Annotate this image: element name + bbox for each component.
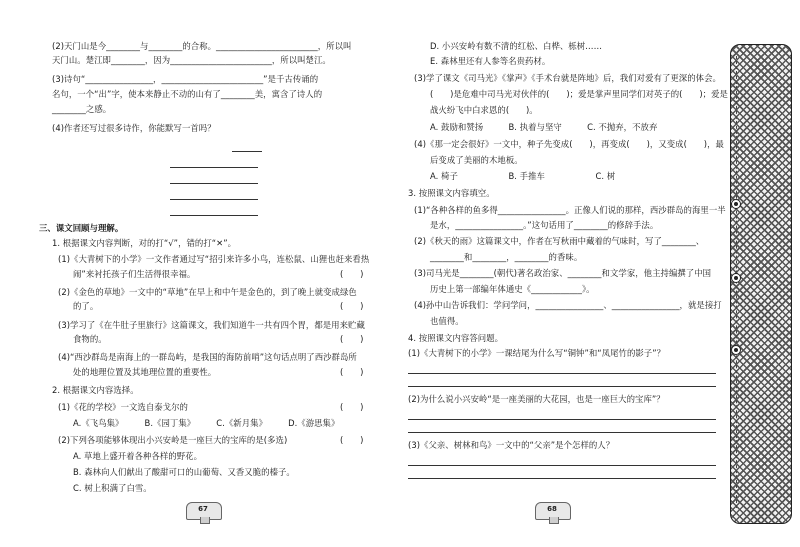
fill-1-line2: 是水，________________。”这句话用了________的修辞手法。	[430, 220, 659, 230]
judge-1-line2: 闹”来衬托孩子们生活得很幸福。	[73, 269, 196, 279]
q4-question: (4)作者还写过很多诗作，你能默写一首吗？	[52, 123, 216, 133]
fill-2-line1: (2)《秋天的雨》这篇课文中，作者在写秋雨中藏着的气味时，写了________、	[414, 236, 705, 246]
judge-4-answer[interactable]: ( )	[340, 367, 364, 377]
choice-3-line2: ( )是危难中司马光对伙伴的( )；爱是掌声里同学们对英子的( )；爱是	[430, 89, 728, 99]
choice-2-answer[interactable]: ( )	[340, 435, 364, 445]
judge-2-line2: 的了。	[73, 301, 99, 311]
item-4-title: 4. 按照课文内容答问题。	[408, 333, 504, 343]
poem-line-4[interactable]	[170, 215, 258, 216]
choice-3-line1: (3)学了课文《司马光》《掌声》《手术台就是阵地》后，我们对爱有了更深的体会。	[414, 73, 721, 83]
fill-3-line2: 历史上第一部编年体通史《____________》。	[430, 284, 595, 294]
choice-4-line1: (4)《那一定会很好》一文中，种子先变成( )，再变成( )，又变成( )，最	[414, 139, 724, 149]
answer-3-line-1[interactable]	[408, 465, 716, 466]
judge-3-answer[interactable]: ( )	[340, 334, 364, 344]
choice-2-option-b: B. 森林向人们献出了酸甜可口的山葡萄、又香又脆的榛子。	[73, 467, 295, 477]
choice-2-question: (2)下列各项能够体现出小兴安岭是一座巨大的宝库的是(多选)	[58, 435, 288, 445]
choice-2-option-c: C. 树上积满了白雪。	[73, 483, 152, 493]
fill-4-line1: (4)孙中山告诉我们：学问学问，________________、________________，就是接打	[414, 300, 722, 310]
choice-1-question: (1)《花的学校》一文选自泰戈尔的	[58, 402, 188, 412]
section-3-heading: 三、课文回顾与理解。	[39, 223, 124, 233]
choice-3-options: A. 鼓励和赞扬 B. 执着与坚守 C. 不抛弃，不放弃	[430, 122, 658, 132]
binding-strip	[730, 44, 792, 524]
left-page	[0, 0, 385, 547]
judge-4-line1: (4)“西沙群岛是南海上的一群岛屿，是我国的海防前哨”这句话点明了西沙群岛所	[58, 352, 357, 362]
judge-2-answer[interactable]: ( )	[340, 301, 364, 311]
poem-title-line[interactable]	[232, 151, 262, 152]
binding-hole-2	[731, 273, 741, 283]
fill-2-line2: ________和________，________的香味。	[430, 252, 583, 262]
item-3-title: 3. 按照课文内容填空。	[408, 188, 495, 198]
choice-1-options: A.《飞鸟集》 B.《园丁集》 C.《新月集》 D.《游思集》	[73, 418, 340, 428]
poem-line-3[interactable]	[170, 199, 258, 200]
q2-line2: 天门山。楚江即________，因为________________________，所以叫楚江。	[52, 55, 331, 65]
fill-3-line1: (3)司马光是________(朝代)著名政治家、________和文学家，他主持编撰了中国	[414, 268, 712, 278]
judge-2-line1: (2)《金色的草地》一文中的“草地”在早上和中午是金色的，到了晚上就变成绿色	[58, 287, 357, 297]
choice-1-answer[interactable]: ( )	[340, 402, 364, 412]
answer-3-question: (3)《父亲、树林和鸟》一文中的“父亲”是个怎样的人？	[408, 440, 615, 450]
q3-line1: (3)诗句“________________，________________________”是千古传诵的	[52, 74, 319, 84]
answer-2-question: (2)为什么说小兴安岭“是一座美丽的大花园，也是一座巨大的宝库”？	[408, 394, 665, 404]
binding-hole-1	[731, 199, 741, 209]
fill-1-line1: (1)“各种各样的鱼多得________________。正像人们说的那样，西沙群岛的海里一半	[414, 205, 726, 215]
answer-2-line-1[interactable]	[408, 419, 716, 420]
judge-1-line1: (1)《大青树下的小学》一文作者通过写“招引来许多小鸟，连松鼠、山狸也赶来看热	[58, 254, 370, 264]
choice-2-option-e: E. 森林里还有人参等名贵药材。	[430, 56, 551, 66]
right-page	[392, 0, 728, 547]
judge-3-line1: (3)学习了《在牛肚子里旅行》这篇课文，我们知道牛一共有四个胃，都是用来贮藏	[58, 320, 365, 330]
answer-1-line-1[interactable]	[408, 373, 716, 374]
answer-2-line-2[interactable]	[408, 432, 716, 433]
judge-1-answer[interactable]: ( )	[340, 269, 364, 279]
poem-line-1[interactable]	[170, 167, 258, 168]
poem-line-2[interactable]	[170, 183, 258, 184]
answer-1-question: (1)《大青树下的小学》一课结尾为什么写“铜钟”和“凤尾竹的影子”？	[408, 348, 666, 358]
choice-3-line3: 战火纷飞中白求恩的( )。	[430, 105, 538, 115]
q2-line1: (2)天门山是今________与________的合称。________________________，所以叫	[52, 41, 352, 51]
judge-3-line2: 食物的。	[73, 334, 107, 344]
page-number-right: 68	[547, 505, 557, 513]
page-number-left: 67	[198, 505, 208, 513]
q3-line2: 名句，一个“出”字，使本来静止不动的山有了________美，寓含了诗人的	[52, 89, 323, 99]
answer-1-line-2[interactable]	[408, 386, 716, 387]
q3-line3: ________之感。	[52, 104, 112, 114]
choice-4-line2: 后变成了美丽的木地板。	[430, 155, 523, 165]
item-2-title: 2. 根据课文内容选择。	[52, 385, 139, 395]
answer-3-line-2[interactable]	[408, 478, 716, 479]
fill-4-line2: 也值得。	[430, 316, 464, 326]
judge-4-line2: 处的地理位置及其地理位置的重要性。	[73, 367, 217, 377]
binding-hole-3	[731, 345, 741, 355]
choice-2-option-a: A. 草地上盛开着各种各样的野花。	[73, 451, 203, 461]
item-1-title: 1. 根据课文内容判断，对的打“√”，错的打“✕”。	[52, 238, 237, 248]
choice-2-option-d: D. 小兴安岭有数不清的红松、白桦、栎树……	[430, 41, 602, 51]
choice-4-options: A. 椅子 B. 手推车 C. 树	[430, 171, 616, 181]
